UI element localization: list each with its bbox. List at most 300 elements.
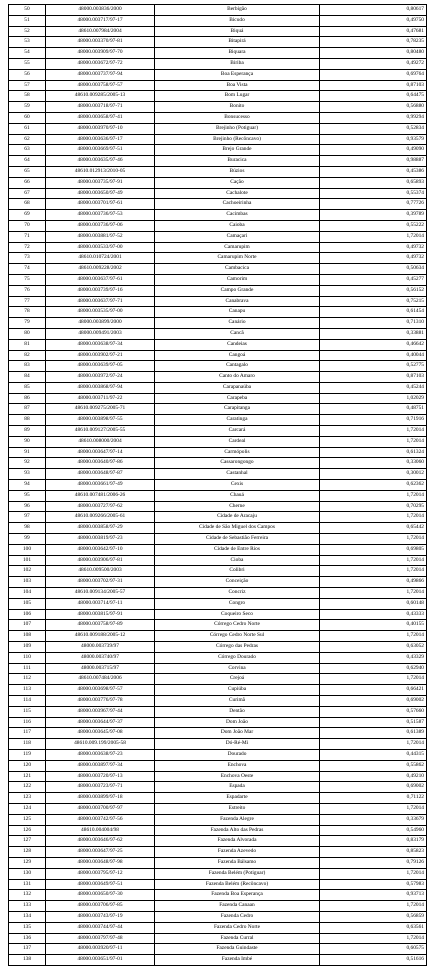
row-number: 76 [9, 285, 46, 296]
process-code: 48000.003899/97-18 [46, 793, 155, 804]
table-row [9, 717, 427, 728]
row-number: 66 [9, 177, 46, 188]
row-number: 78 [9, 307, 46, 318]
field-name: Cacimbas [155, 210, 320, 221]
table-row [9, 534, 427, 545]
field-value: 0,69764 [320, 69, 427, 80]
table-row [9, 274, 427, 285]
table-row [9, 857, 427, 868]
field-value: 0,78235 [320, 37, 427, 48]
process-code: 48000.003735/97-91 [46, 177, 155, 188]
field-name: Córrego Cedro Norte Sul [155, 631, 320, 642]
field-value: 0,45277 [320, 274, 427, 285]
row-number: 115 [9, 706, 46, 717]
process-code: 48000.003736/97-53 [46, 210, 155, 221]
table-row [9, 145, 427, 156]
field-value: 0,71122 [320, 793, 427, 804]
row-number: 118 [9, 739, 46, 750]
field-name: Cidade de São Miguel dos Campos [155, 523, 320, 534]
table-row [9, 91, 427, 102]
field-value: 0,33679 [320, 814, 427, 825]
process-code: 48000.003727/97-62 [46, 501, 155, 512]
row-number: 57 [9, 80, 46, 91]
process-code: 48000.003651/97-01 [46, 955, 155, 966]
process-code: 48000.003649/97-51 [46, 879, 155, 890]
field-name: Dom João [155, 717, 320, 728]
field-value: 0,49866 [320, 577, 427, 588]
field-value: 0,60148 [320, 598, 427, 609]
row-number: 135 [9, 922, 46, 933]
table-row [9, 901, 427, 912]
table-row [9, 231, 427, 242]
row-number: 88 [9, 415, 46, 426]
table-row [9, 685, 427, 696]
row-number: 121 [9, 771, 46, 782]
table-row [9, 436, 427, 447]
process-code: 48000.003700/97-97 [46, 803, 155, 814]
field-name: Bom Lugar [155, 91, 320, 102]
table-row [9, 37, 427, 48]
field-name: Dentão [155, 706, 320, 717]
field-value: 0,69002 [320, 782, 427, 793]
field-value: 0,62940 [320, 663, 427, 674]
field-value: 1,72014 [320, 512, 427, 523]
process-code: 48000.003743/97-19 [46, 911, 155, 922]
field-value: 0,98887 [320, 156, 427, 167]
field-name: Canto do Amaro [155, 372, 320, 383]
row-number: 125 [9, 814, 46, 825]
process-code: 48610.008000/2004 [46, 436, 155, 447]
field-name: Fazenda Imbé [155, 955, 320, 966]
row-number: 60 [9, 112, 46, 123]
process-code: 48000.003723/97-71 [46, 782, 155, 793]
process-code: 48610.009.199/2005-58 [46, 739, 155, 750]
field-name: Corvina [155, 663, 320, 674]
field-value: 0,48751 [320, 404, 427, 415]
field-value: 0,70295 [320, 501, 427, 512]
field-name: Concriz [155, 588, 320, 599]
row-number: 137 [9, 944, 46, 955]
row-number: 124 [9, 803, 46, 814]
field-name: Cherne [155, 501, 320, 512]
field-value: 0,49732 [320, 253, 427, 264]
row-number: 100 [9, 544, 46, 555]
field-name: Bonsucesso [155, 112, 320, 123]
process-code: 48610.012913/2010-05 [46, 166, 155, 177]
table-row [9, 642, 427, 653]
field-value: 0,71310 [320, 318, 427, 329]
field-name: Cancã [155, 328, 320, 339]
field-name: Carmópolis [155, 447, 320, 458]
row-number: 111 [9, 663, 46, 674]
table-row [9, 15, 427, 26]
row-number: 56 [9, 69, 46, 80]
process-code: 48610.009275/2005-71 [46, 404, 155, 415]
field-value: 0,55862 [320, 760, 427, 771]
field-name: Berbigão [155, 5, 320, 16]
table-row [9, 836, 427, 847]
row-number: 52 [9, 26, 46, 37]
row-number: 83 [9, 361, 46, 372]
row-number: 95 [9, 490, 46, 501]
field-name: Córrego Cedro Norte [155, 620, 320, 631]
field-name: Fazenda Canaan [155, 901, 320, 912]
row-number: 114 [9, 696, 46, 707]
process-code: 48000.003868/97-94 [46, 382, 155, 393]
process-code: 48000.003533/97-00 [46, 242, 155, 253]
table-row [9, 393, 427, 404]
process-code: 48000.003647/97-25 [46, 847, 155, 858]
process-code: 48000.003758/97-57 [46, 80, 155, 91]
field-name: Conceição [155, 577, 320, 588]
field-name: Fazenda Cedro Norte [155, 922, 320, 933]
row-number: 132 [9, 890, 46, 901]
process-code: 48000.003706/97-85 [46, 901, 155, 912]
process-code: 48000.003650/97-30 [46, 890, 155, 901]
table-row [9, 372, 427, 383]
field-value: 1,72014 [320, 555, 427, 566]
field-value: 0,83179 [320, 836, 427, 847]
row-number: 77 [9, 296, 46, 307]
process-code: 48000.003636/97-17 [46, 134, 155, 145]
row-number: 101 [9, 555, 46, 566]
process-code: 48610.007484/2006 [46, 674, 155, 685]
field-name: Córrego Dourado [155, 652, 320, 663]
process-code: 48610.009285/2005-13 [46, 91, 155, 102]
table-row [9, 58, 427, 69]
field-value: 1,72014 [320, 739, 427, 750]
field-name: Enchova Oeste [155, 771, 320, 782]
field-value: 0,93579 [320, 134, 427, 145]
row-number: 105 [9, 598, 46, 609]
process-code: 48610.009266/2005-61 [46, 512, 155, 523]
process-code: 48000.003902/97-21 [46, 350, 155, 361]
process-code: 48000.003742/97-56 [46, 814, 155, 825]
field-name: Cantagalo [155, 361, 320, 372]
process-code: 48000.003739/97-16 [46, 285, 155, 296]
field-value: 1,72014 [320, 901, 427, 912]
field-value: 0,61324 [320, 447, 427, 458]
field-name: Fazenda Alegre [155, 814, 320, 825]
table-row [9, 220, 427, 231]
table-row [9, 652, 427, 663]
process-code: 48610.010724/2001 [46, 253, 155, 264]
table-row [9, 771, 427, 782]
table-row [9, 426, 427, 437]
row-number: 120 [9, 760, 46, 771]
row-number: 90 [9, 436, 46, 447]
row-number: 75 [9, 274, 46, 285]
field-name: Canário [155, 318, 320, 329]
process-code: 48000.003715/97 [46, 663, 155, 674]
field-name: Espadarte [155, 793, 320, 804]
row-number: 128 [9, 847, 46, 858]
field-name: Cardeal [155, 436, 320, 447]
table-row [9, 501, 427, 512]
process-code: 48000.003644/97-37 [46, 717, 155, 728]
process-code: 48000.003736/97-06 [46, 220, 155, 231]
field-value: 0,50634 [320, 264, 427, 275]
process-code: 48000.003819/97-23 [46, 534, 155, 545]
field-value: 0,56880 [320, 102, 427, 113]
table-row [9, 307, 427, 318]
table-row [9, 868, 427, 879]
row-number: 130 [9, 868, 46, 879]
process-code: 48000.003815/97-91 [46, 609, 155, 620]
table-row [9, 296, 427, 307]
row-number: 117 [9, 728, 46, 739]
process-code: 48000.003701/97-61 [46, 199, 155, 210]
table-row [9, 879, 427, 890]
field-name: Fazenda Belém (Recôncavo) [155, 879, 320, 890]
process-code: 48000.003647/97-14 [46, 447, 155, 458]
table-row [9, 598, 427, 609]
field-name: Castanhal [155, 469, 320, 480]
field-name: Bitapirá [155, 37, 320, 48]
field-name: Camorim [155, 274, 320, 285]
field-value: 0,57983 [320, 879, 427, 890]
field-value: 1,72014 [320, 566, 427, 577]
row-number: 126 [9, 825, 46, 836]
row-number: 99 [9, 534, 46, 545]
field-value: 0,65442 [320, 523, 427, 534]
field-value: 0,40044 [320, 350, 427, 361]
table-row [9, 544, 427, 555]
table-row [9, 112, 427, 123]
field-name: Fazenda Cedro [155, 911, 320, 922]
process-code: 48610.009134/2005-57 [46, 588, 155, 599]
table-row [9, 782, 427, 793]
field-value: 1,72014 [320, 933, 427, 944]
table-row [9, 156, 427, 167]
process-code: 48000.003881/97-52 [46, 231, 155, 242]
process-code: 48000.003795/97-12 [46, 868, 155, 879]
table-row [9, 328, 427, 339]
field-name: Cidade de Aracaju [155, 512, 320, 523]
row-number: 122 [9, 782, 46, 793]
row-number: 116 [9, 717, 46, 728]
process-code: 48000.003638/97-34 [46, 339, 155, 350]
process-code: 48000.003899/2000 [46, 318, 155, 329]
process-code: 48000.003650/97-49 [46, 188, 155, 199]
process-code: 48000.003535/97-00 [46, 307, 155, 318]
row-number: 113 [9, 685, 46, 696]
row-number: 131 [9, 879, 46, 890]
field-value: 0,63052 [320, 642, 427, 653]
row-number: 61 [9, 123, 46, 134]
field-name: Colibri [155, 566, 320, 577]
field-value: 0,43333 [320, 609, 427, 620]
table-row [9, 102, 427, 113]
process-code: 48000.003906/97-81 [46, 555, 155, 566]
field-value: 0,43329 [320, 652, 427, 663]
table-row [9, 933, 427, 944]
field-value: 0,63561 [320, 922, 427, 933]
row-number: 80 [9, 328, 46, 339]
field-value: 1,72014 [320, 534, 427, 545]
table-row [9, 814, 427, 825]
field-name: Canabrava [155, 296, 320, 307]
field-value: 1,72014 [320, 803, 427, 814]
table-row [9, 566, 427, 577]
field-name: Curimã [155, 696, 320, 707]
row-number: 55 [9, 58, 46, 69]
field-name: Brejo Grande [155, 145, 320, 156]
field-name: Carcará [155, 426, 320, 437]
row-number: 50 [9, 5, 46, 16]
table-row [9, 847, 427, 858]
row-number: 107 [9, 620, 46, 631]
field-value: 0,93713 [320, 890, 427, 901]
process-code: 48000.003698/97-57 [46, 685, 155, 696]
field-name: Cachalote [155, 188, 320, 199]
table-row [9, 188, 427, 199]
process-code: 48000.003967/97-44 [46, 706, 155, 717]
row-number: 89 [9, 426, 46, 437]
field-value: 0,45244 [320, 382, 427, 393]
field-name: Cangoá [155, 350, 320, 361]
row-number: 108 [9, 631, 46, 642]
process-code: 48000.003720/97-13 [46, 771, 155, 782]
field-value: 0,85823 [320, 847, 427, 858]
field-name: Bicudo [155, 15, 320, 26]
field-value: 0,51616 [320, 955, 427, 966]
table-row [9, 210, 427, 221]
table-row [9, 760, 427, 771]
row-number: 51 [9, 15, 46, 26]
row-number: 123 [9, 793, 46, 804]
table-row [9, 469, 427, 480]
field-name: Camaçari [155, 231, 320, 242]
field-value: 0,60575 [320, 944, 427, 955]
table-row [9, 620, 427, 631]
table-row [9, 609, 427, 620]
field-name: Enchova [155, 760, 320, 771]
process-code: 48000.003744/97-44 [46, 922, 155, 933]
process-code: 48000.003711/97-22 [46, 393, 155, 404]
row-number: 109 [9, 642, 46, 653]
process-code: 48000.003740/97 [46, 652, 155, 663]
field-value: 0,44315 [320, 749, 427, 760]
field-value: 0,49750 [320, 15, 427, 26]
process-code: 48000.003717/97-17 [46, 15, 155, 26]
field-value: 0,56859 [320, 911, 427, 922]
field-name: Cachoeirinha [155, 199, 320, 210]
table-row [9, 696, 427, 707]
table-row [9, 318, 427, 329]
field-name: Carapitanga [155, 404, 320, 415]
row-number: 96 [9, 501, 46, 512]
field-name: Cexis [155, 480, 320, 491]
row-number: 73 [9, 253, 46, 264]
row-number: 86 [9, 393, 46, 404]
row-number: 84 [9, 372, 46, 383]
field-name: Bonito [155, 102, 320, 113]
row-number: 102 [9, 566, 46, 577]
field-name: Coqueiro Seco [155, 609, 320, 620]
process-code: 48000.003642/97-10 [46, 544, 155, 555]
row-number: 70 [9, 220, 46, 231]
process-code: 48610.007984/2004 [46, 26, 155, 37]
field-value: 0,66421 [320, 685, 427, 696]
field-name: Camarupim Norte [155, 253, 320, 264]
field-value: 0,69805 [320, 544, 427, 555]
field-name: Cação [155, 177, 320, 188]
row-number: 69 [9, 210, 46, 221]
process-code: 48000.003739/97 [46, 642, 155, 653]
process-code: 48000.003637/97-71 [46, 296, 155, 307]
field-name: Caioba [155, 220, 320, 231]
row-number: 119 [9, 749, 46, 760]
table-row [9, 480, 427, 491]
table-row [9, 382, 427, 393]
field-value: 0,75215 [320, 296, 427, 307]
process-code: 48000.003714/97-11 [46, 598, 155, 609]
row-number: 85 [9, 382, 46, 393]
field-name: Búzios [155, 166, 320, 177]
field-name: Brejinho (Recôncavo) [155, 134, 320, 145]
row-number: 93 [9, 469, 46, 480]
table-row [9, 415, 427, 426]
field-value: 1,72014 [320, 588, 427, 599]
field-value: 0,33060 [320, 458, 427, 469]
field-value: 0,49090 [320, 145, 427, 156]
table-row [9, 739, 427, 750]
table-row [9, 588, 427, 599]
row-number: 62 [9, 134, 46, 145]
table-row [9, 674, 427, 685]
field-value: 1,72014 [320, 231, 427, 242]
process-code: 48610.009127/2005-55 [46, 426, 155, 437]
process-code: 48000.003648/97-98 [46, 857, 155, 868]
field-value: 0,47681 [320, 26, 427, 37]
field-name: Biquara [155, 48, 320, 59]
field-value: 0,65893 [320, 177, 427, 188]
table-row [9, 512, 427, 523]
field-value: 1,72014 [320, 868, 427, 879]
row-number: 71 [9, 231, 46, 242]
field-name: Biriba [155, 58, 320, 69]
field-name: Cupiúba [155, 685, 320, 696]
field-name: Fazenda Curral [155, 933, 320, 944]
field-name: Cidade de Entre Rios [155, 544, 320, 555]
field-name: Carapanaúba [155, 382, 320, 393]
field-value: 0,87103 [320, 80, 427, 91]
field-value: 0,61454 [320, 307, 427, 318]
field-name: Caratinga [155, 415, 320, 426]
field-value: 0,46642 [320, 339, 427, 350]
row-number: 59 [9, 102, 46, 113]
field-name: Espada [155, 782, 320, 793]
field-value: 0,71916 [320, 415, 427, 426]
field-name: Dó-Ré-Mi [155, 739, 320, 750]
process-code: 48000.003858/97-29 [46, 523, 155, 534]
row-number: 136 [9, 933, 46, 944]
table-row [9, 199, 427, 210]
table-row [9, 663, 427, 674]
field-name: Córrego das Pedras [155, 642, 320, 653]
row-number: 87 [9, 404, 46, 415]
row-number: 94 [9, 480, 46, 491]
field-value: 0,49732 [320, 242, 427, 253]
process-code: 48000.003797/97-48 [46, 933, 155, 944]
process-code: 48000.003972/97-24 [46, 372, 155, 383]
table-row [9, 631, 427, 642]
field-name: Canapu [155, 307, 320, 318]
process-code: 48000.003920/97-11 [46, 944, 155, 955]
process-code: 48000.003635/97-46 [46, 156, 155, 167]
table-row [9, 361, 427, 372]
